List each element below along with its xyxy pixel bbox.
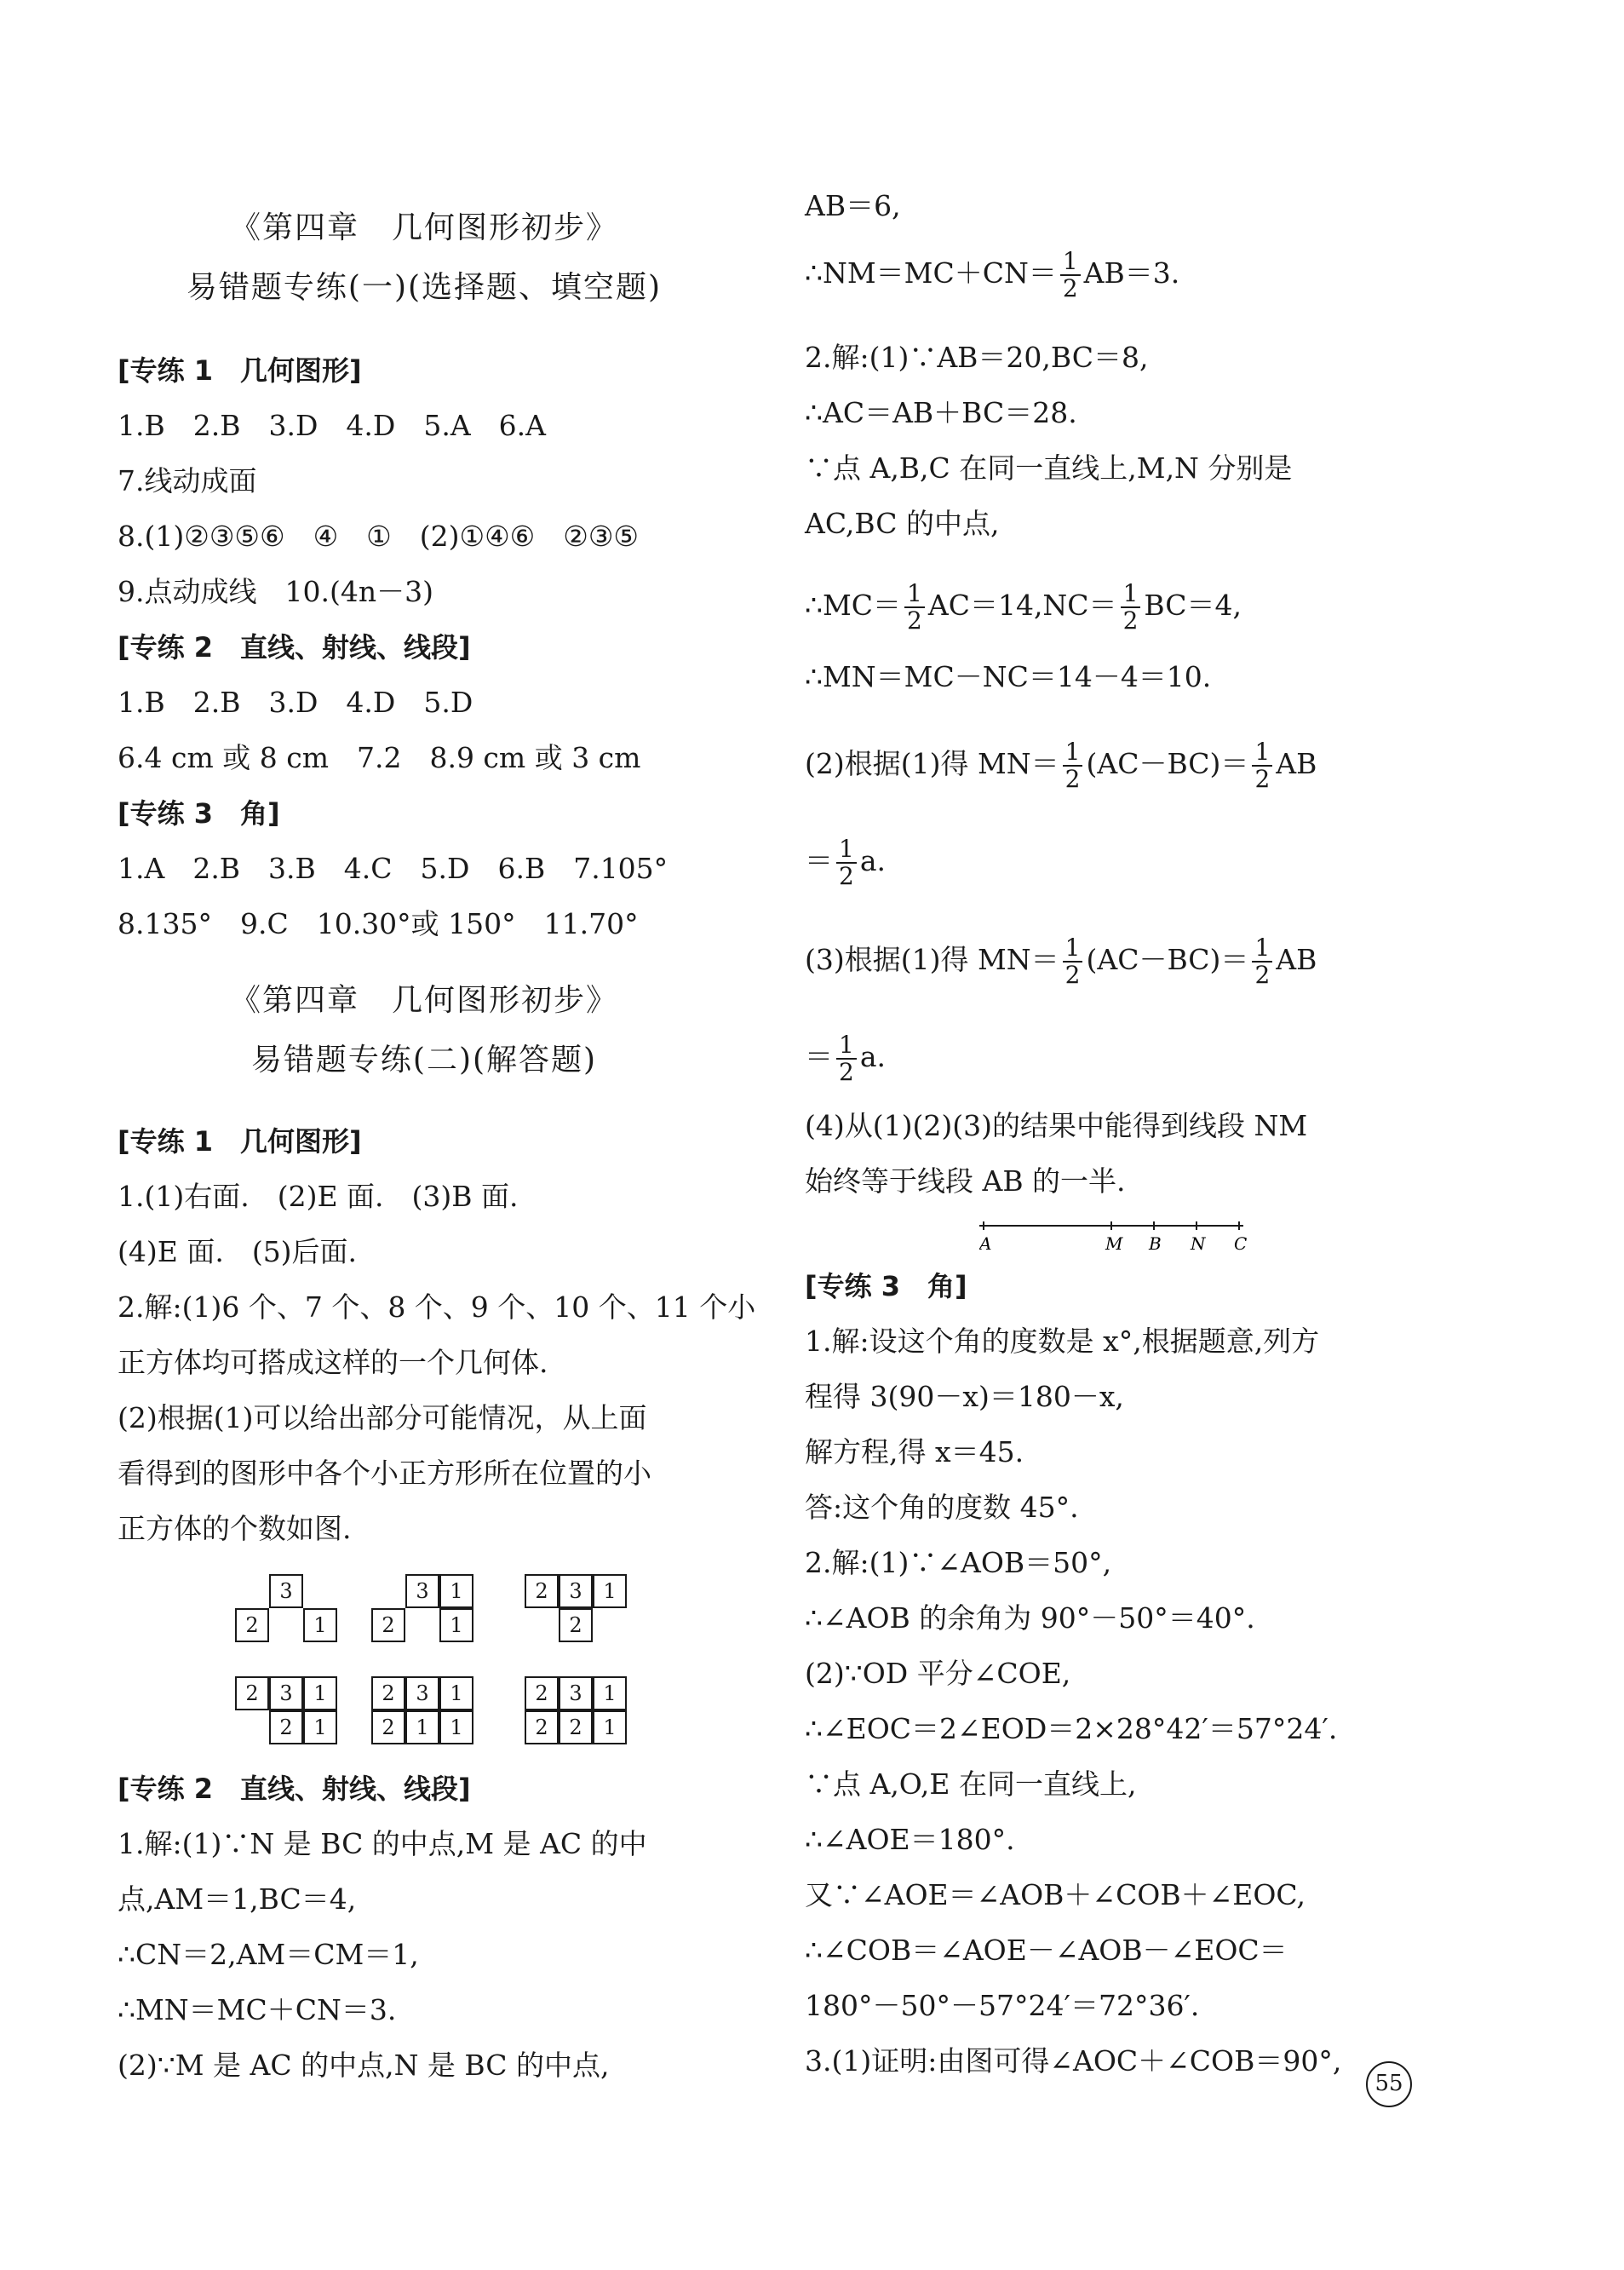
top-view-grid-5 <box>371 1676 473 1746</box>
answer-line: (2)根据(1)得 MN＝ $\frac{1}{2}$ (AC－BC)＝ $\frac{1}{2}$ AB <box>805 738 1317 793</box>
answer-line: 2.解:(1)∵∠AOB＝50°, <box>805 1546 1112 1579</box>
subtitle-1: 易错题专练(一)(选择题、填空题) <box>186 270 663 305</box>
answer-line: 又∵∠AOE＝∠AOB＋∠COB＋∠EOC, <box>805 1878 1306 1911</box>
answer-line: ∴MC＝ $\frac{1}{2}$ AC＝14,NC＝ $\frac{1}{2}$ BC＝4, <box>805 579 1242 635</box>
answer-line: ∴∠COB＝∠AOE－∠AOB－∠EOC＝ <box>805 1934 1288 1967</box>
grid-cell: 1 <box>593 1574 627 1608</box>
answer-line: 6.4 cm 或 8 cm 7.2 8.9 cm 或 3 cm <box>118 741 641 774</box>
grid-cell: 2 <box>559 1608 593 1642</box>
top-view-grid-1 <box>235 1574 337 1644</box>
top-view-grid-6 <box>525 1676 627 1746</box>
top-view-grid-2 <box>371 1574 473 1644</box>
answer-line: 程得 3(90－x)＝180－x, <box>805 1380 1124 1413</box>
answer-line: ∴∠EOC＝2∠EOD＝2×28°42′＝57°24′. <box>805 1712 1338 1745</box>
answer-line: 8.135° 9.C 10.30°或 150° 11.70° <box>118 907 639 940</box>
answer-line: ∵点 A,O,E 在同一直线上, <box>805 1767 1137 1801</box>
answer-line: 答:这个角的度数 45°. <box>805 1491 1079 1524</box>
subtitle-2: 易错题专练(二)(解答题) <box>250 1043 598 1078</box>
answer-line: AC,BC 的中点, <box>805 507 1000 540</box>
fraction: $\frac{1}{2}$ <box>1252 935 1272 988</box>
answer-line: 1.B 2.B 3.D 4.D 5.D <box>118 686 473 719</box>
fraction: $\frac{1}{2}$ <box>1060 249 1081 302</box>
label-b: B <box>1149 1233 1162 1254</box>
answer-line: 9.点动成线 10.(4n－3) <box>118 575 433 608</box>
answer-line: ∴NM＝MC＋CN＝ $\frac{1}{2}$ AB＝3. <box>805 247 1180 302</box>
grid-cell: 1 <box>439 1608 473 1642</box>
answer-line: (4)从(1)(2)(3)的结果中能得到线段 NM <box>805 1109 1308 1142</box>
answer-line: 2.解:(1)∵AB＝20,BC＝8, <box>805 341 1149 374</box>
answer-line: 180°－50°－57°24′＝72°36′. <box>805 1989 1200 2022</box>
answer-line: (3)根据(1)得 MN＝ $\frac{1}{2}$ (AC－BC)＝ $\frac{1}{2}$ AB <box>805 934 1317 989</box>
grid-cell: 1 <box>303 1676 337 1710</box>
section-header: [专练 2 直线、射线、线段] <box>118 631 471 664</box>
answer-line: 1.解:(1)∵N 是 BC 的中点,M 是 AC 的中 <box>118 1827 647 1860</box>
label-n: N <box>1191 1233 1206 1254</box>
grid-cell: 2 <box>371 1608 405 1642</box>
chapter-title-2: 《第四章 几何图形初步》 <box>229 983 618 1018</box>
label-c: C <box>1234 1233 1248 1254</box>
answer-line: 1.解:设这个角的度数是 x°,根据题意,列方 <box>805 1325 1320 1358</box>
grid-cell: 3 <box>559 1676 593 1710</box>
answer-line: (2)∵M 是 AC 的中点,N 是 BC 的中点, <box>118 2049 610 2082</box>
grid-cell: 2 <box>235 1608 269 1642</box>
answer-line: ∵点 A,B,C 在同一直线上,M,N 分别是 <box>805 451 1293 485</box>
grid-cell: 3 <box>269 1574 303 1608</box>
grid-cell: 2 <box>525 1710 559 1744</box>
answer-line: ∴MN＝MC－NC＝14－4＝10. <box>805 660 1212 693</box>
answer-line: 正方体的个数如图. <box>118 1512 352 1545</box>
answer-line: 点,AM＝1,BC＝4, <box>118 1882 357 1916</box>
fraction: $\frac{1}{2}$ <box>1063 935 1083 988</box>
grid-cell: 3 <box>559 1574 593 1608</box>
answer-line: 1.(1)右面. (2)E 面. (3)B 面. <box>118 1180 519 1213</box>
answer-line: 8.(1)②③⑤⑥ ④ ① (2)①④⑥ ②③⑤ <box>118 520 639 553</box>
grid-cell: 1 <box>405 1710 439 1744</box>
answer-line: ∴AC＝AB＋BC＝28. <box>805 396 1077 429</box>
fraction: $\frac{1}{2}$ <box>904 581 925 634</box>
answer-line: 解方程,得 x＝45. <box>805 1435 1024 1468</box>
grid-cell: 3 <box>405 1574 439 1608</box>
section-header: [专练 1 几何图形] <box>118 1125 362 1158</box>
grid-cell: 1 <box>303 1710 337 1744</box>
grid-cell: 2 <box>371 1676 405 1710</box>
grid-cell: 2 <box>371 1710 405 1744</box>
answer-line: ＝ $\frac{1}{2}$ a. <box>805 835 886 890</box>
section-header: [专练 1 几何图形] <box>118 354 362 387</box>
label-m: M <box>1105 1233 1123 1254</box>
grid-cell: 1 <box>439 1574 473 1608</box>
answer-line: (2)根据(1)可以给出部分可能情况，从上面 <box>118 1401 647 1434</box>
top-view-grid-3 <box>525 1574 627 1644</box>
top-view-grid-4 <box>235 1676 337 1746</box>
section-header: [专练 2 直线、射线、线段] <box>118 1773 471 1805</box>
answer-line: AB＝6, <box>805 189 901 222</box>
answer-line: (4)E 面. (5)后面. <box>118 1235 358 1268</box>
answer-line: 始终等于线段 AB 的一半. <box>805 1164 1126 1198</box>
fraction: $\frac{1}{2}$ <box>1252 739 1272 792</box>
grid-cell: 3 <box>269 1676 303 1710</box>
grid-cell: 1 <box>593 1710 627 1744</box>
grid-cell: 1 <box>593 1676 627 1710</box>
answer-line: ∴∠AOE＝180°. <box>805 1823 1015 1856</box>
answer-line: (2)∵OD 平分∠COE, <box>805 1657 1071 1690</box>
chapter-title-1: 《第四章 几何图形初步》 <box>229 210 618 245</box>
grid-cell: 1 <box>439 1676 473 1710</box>
grid-cell: 2 <box>525 1574 559 1608</box>
answer-line: ∴∠AOB 的余角为 90°－50°＝40°. <box>805 1601 1255 1635</box>
answer-line: 1.B 2.B 3.D 4.D 5.A 6.A <box>118 409 546 442</box>
grid-cell: 2 <box>559 1710 593 1744</box>
answer-line: 1.A 2.B 3.B 4.C 5.D 6.B 7.105° <box>118 852 669 885</box>
answer-line: 正方体均可搭成这样的一个几何体. <box>118 1346 548 1379</box>
grid-cell: 1 <box>303 1608 337 1642</box>
label-a: A <box>979 1233 992 1254</box>
segment-diagram <box>979 1214 1252 1256</box>
fraction: $\frac{1}{2}$ <box>836 836 857 889</box>
answer-line: ∴MN＝MC＋CN＝3. <box>118 1993 397 2026</box>
answer-line: 看得到的图形中各个小正方形所在位置的小 <box>118 1457 651 1490</box>
section-header: [专练 3 角] <box>805 1270 967 1302</box>
grid-cell: 3 <box>405 1676 439 1710</box>
grid-cell: 2 <box>269 1710 303 1744</box>
answer-line: ∴CN＝2,AM＝CM＝1, <box>118 1938 419 1971</box>
section-header: [专练 3 角] <box>118 797 280 830</box>
fraction: $\frac{1}{2}$ <box>1121 581 1141 634</box>
page-number: 55 <box>1366 2061 1412 2107</box>
answer-line: 2.解:(1)6 个、7 个、8 个、9 个、10 个、11 个小 <box>118 1290 756 1324</box>
answer-line: 7.线动成面 <box>118 464 257 497</box>
fraction: $\frac{1}{2}$ <box>1063 739 1083 792</box>
fraction: $\frac{1}{2}$ <box>836 1032 857 1085</box>
answer-line: 3.(1)证明:由图可得∠AOC＋∠COB＝90°, <box>805 2044 1342 2077</box>
grid-cell: 1 <box>439 1710 473 1744</box>
grid-cell: 2 <box>525 1676 559 1710</box>
grid-cell: 2 <box>235 1676 269 1710</box>
answer-line: ＝ $\frac{1}{2}$ a. <box>805 1031 886 1086</box>
